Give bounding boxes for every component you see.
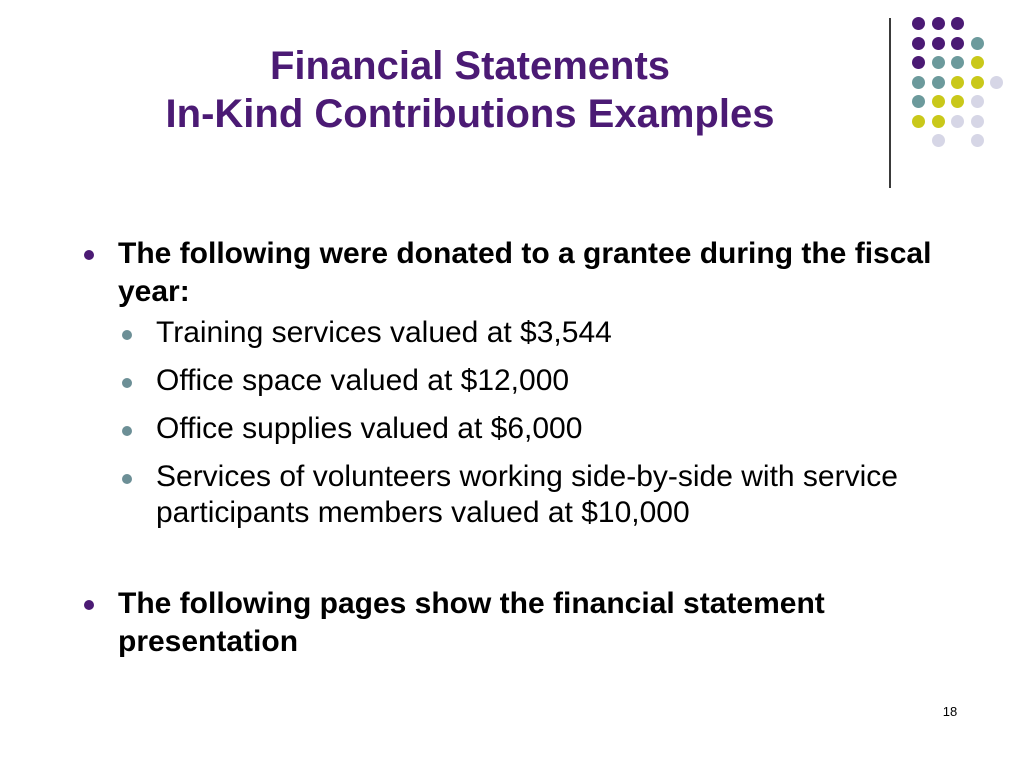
- decorative-dot: [932, 37, 945, 50]
- decorative-dot: [951, 115, 964, 128]
- sub-bullet-text: Office supplies valued at $6,000: [156, 412, 583, 445]
- decorative-dot: [932, 56, 945, 69]
- decorative-dot: [971, 134, 984, 147]
- decorative-dot: [951, 95, 964, 108]
- decorative-dot: [932, 95, 945, 108]
- decorative-dot: [971, 76, 984, 89]
- decorative-dot-grid: [0, 0, 1024, 200]
- sub-bullet-item: [118, 315, 980, 351]
- sub-bullet-dot-icon: [122, 378, 132, 388]
- title-line-2: In-Kind Contributions Examples: [165, 92, 775, 136]
- decorative-dot: [990, 76, 1003, 89]
- sub-bullet-text: Office space valued at $12,000: [156, 364, 570, 397]
- sub-bullet-dot-icon: [122, 474, 132, 484]
- bullet-dot-icon: [84, 250, 94, 260]
- decorative-dot: [912, 115, 925, 128]
- sub-bullet-item: [118, 363, 980, 399]
- decorative-dot: [912, 37, 925, 50]
- bullet-content: [80, 235, 980, 661]
- sub-bullet-item: [118, 459, 980, 531]
- bullet-item: [80, 585, 980, 661]
- decorative-dot: [971, 95, 984, 108]
- decorative-dot: [932, 17, 945, 30]
- decorative-dot: [932, 76, 945, 89]
- decorative-dot: [951, 56, 964, 69]
- sub-bullet-dot-icon: [122, 330, 132, 340]
- bullet-item: [80, 235, 980, 311]
- sub-bullet-list: [118, 315, 980, 531]
- sub-bullet-dot-icon: [122, 426, 132, 436]
- decorative-dot: [971, 56, 984, 69]
- decorative-dot: [932, 134, 945, 147]
- decorative-dot: [912, 76, 925, 89]
- bullet-text: The following were donated to a grantee during the fiscal year:: [118, 237, 932, 308]
- bullet-dot-icon: [84, 600, 94, 610]
- sub-bullet-text: Services of volunteers working side-by-side with service participants members valued at $10,000: [156, 460, 898, 529]
- page-number: 18: [942, 704, 958, 719]
- decorative-dot: [932, 115, 945, 128]
- decorative-dot: [951, 76, 964, 89]
- decorative-dot: [912, 17, 925, 30]
- decorative-dot: [951, 17, 964, 30]
- decorative-dot: [912, 95, 925, 108]
- bullet-text: The following pages show the financial statement presentation: [118, 587, 825, 658]
- decorative-dot: [951, 37, 964, 50]
- sub-bullet-item: [118, 411, 980, 447]
- decorative-dot: [912, 56, 925, 69]
- decorative-dot: [971, 115, 984, 128]
- decorative-dot: [971, 37, 984, 50]
- title-line-1: Financial Statements: [269, 44, 671, 88]
- sub-bullet-text: Training services valued at $3,544: [156, 316, 612, 349]
